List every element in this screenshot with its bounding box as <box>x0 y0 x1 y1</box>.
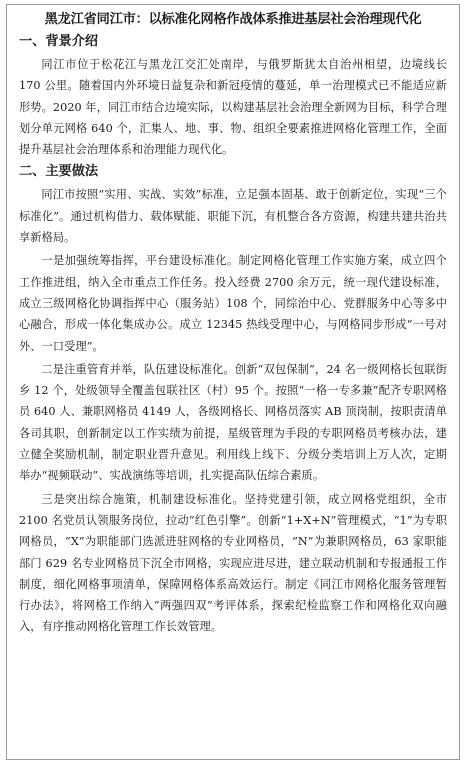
section-heading-background: 一、背景介绍 <box>19 34 99 49</box>
section-heading-main-practices: 二、主要做法 <box>19 164 99 180</box>
paragraph: 二是注重管育并举，队伍建设标准化。创新“双包保制”，24 名一级网格长包联街乡 12 个，处级领导全覆盖包联社区（村）95 个。按照“一格一专多兼”配齐专职网格员 640 人、兼职网格员 4149 人，各级网格长、网格员落实 AB 顶岗制，按职责清单各司其职，创新制定以工作实绩为前提，星级管理为手段的专职网格员考核办法，建立健全奖励机制，制定职业晋升意见。利用线上线下、分级分类培训上万人次，定期举办“视频联动”、实战演练等培训，扎实提高队伍综合素质。 <box>19 362 447 483</box>
document-frame <box>6 4 460 760</box>
document-title: 黑龙江省同江市：以标准化网格作战体系推进基层社会治理现代化 <box>44 12 422 27</box>
paragraph: 一是加强统筹指挥，平台建设标准化。制定网格化管理工作实施方案，成立四个工作推进组，纳入全市重点工作任务。投入经费 2700 余万元，统一现代建设标准，成立三级网格化协调指挥中心（服务站）108 个，同综治中心、党群服务中心等多中心融合，形成一体化集成办公。成立 12345 热线受理中心，与网格同步形成“一号对外、一口受理”。 <box>19 254 447 353</box>
paragraph: 同江市位于松花江与黑龙江交汇处南岸，与俄罗斯犹太自治州相望，边境线长 170 公里。随着国内外环境日益复杂和新冠疫情的蔓延，单一治理模式已不能适应新形势。2020 年，同江市结合边境实际，以构建基层社会治理全新网为目标，科学合理划分单元网格 640 个，汇集人、地、事、物、组织全要素推进网格化管理工作，全面提升基层社会治理体系和治理能力现代化。 <box>19 58 447 157</box>
paragraph: 三是突出综合施策，机制建设标准化。坚持党建引领，成立网格党组织，全市 2100 名党员认领服务岗位，拉动“红色引擎”。创新“1+X+N”管理模式，“1”为专职网格员，“X”为职能部门选派进驻网格的专业网格员，“N”为兼职网格员，63 家职能部门 629 名专业网格员下沉全市网格，实现应进尽进，建立联动机制和专报通报工作制度，细化网格事项清单，保障网格体系高效运行。制定《同江市网格化服务管理暂行办法》，将网格工作纳入“两强四双”考评体系，探索纪检监察工作和网格化双向融入，有序推动网格化管理工作长效管理。 <box>19 492 447 634</box>
paragraph: 同江市按照“实用、实战、实效”标准，立足强本固基、敢于创新定位，实现“三个标准化”。通过机构借力、载体赋能、职能下沉，有机整合各方资源，构建共建共治共享新格局。 <box>19 188 447 245</box>
